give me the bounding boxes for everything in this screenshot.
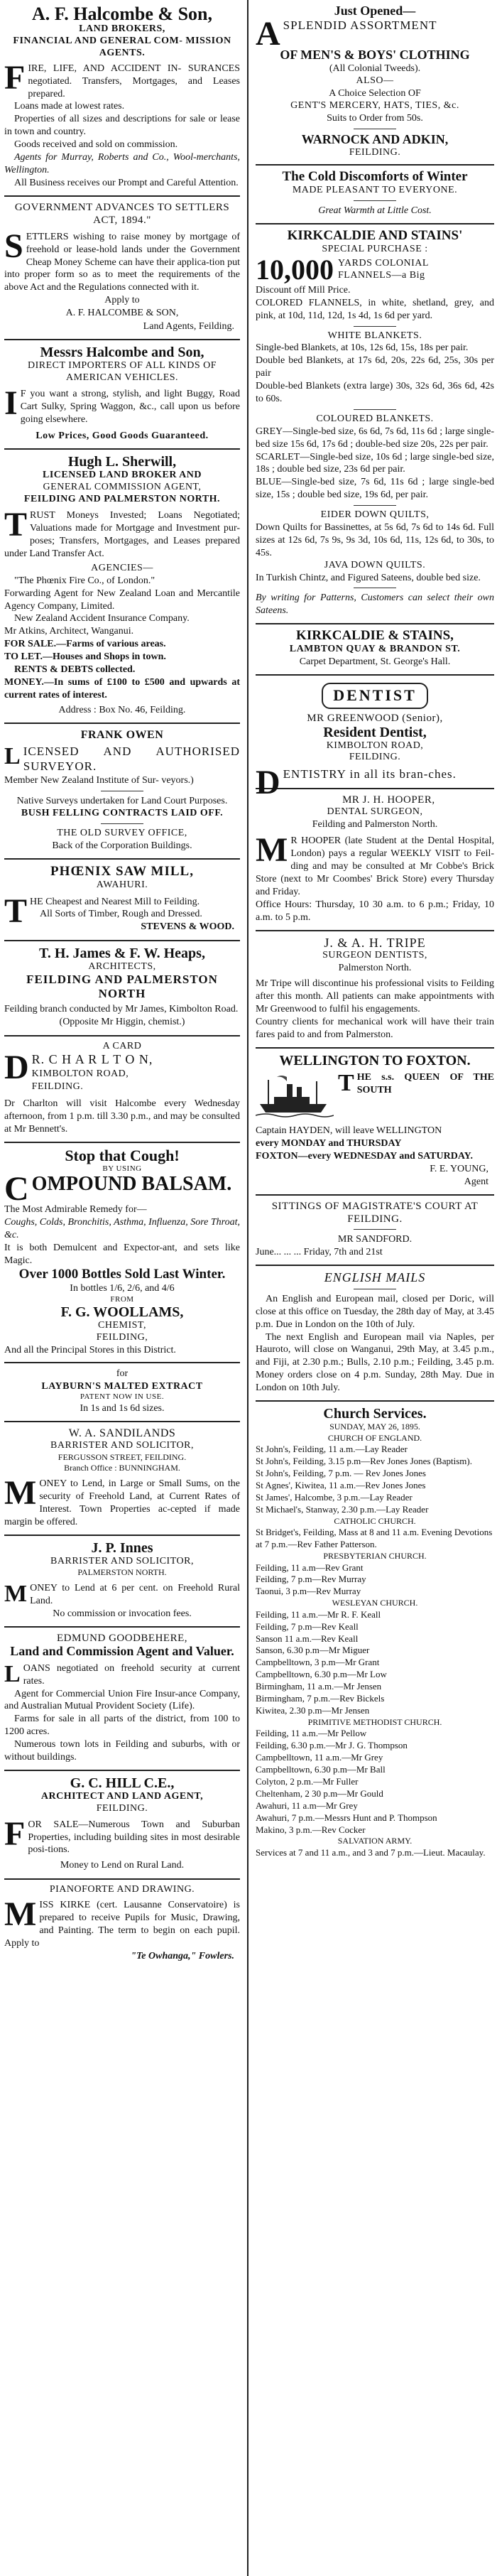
foxton-sig2: Agent <box>464 1176 488 1187</box>
foxton-dropcap: T <box>338 1069 354 1096</box>
list-item: Sanson, 6.30 p.m—Mr Miguer <box>256 1645 370 1656</box>
lambton-addr: LAMBTON QUAY & BRANDON ST. <box>289 644 461 655</box>
winter-sub: MADE PLEASANT TO EVERYONE. <box>292 185 458 196</box>
list-item: Feilding, 11 a.m.—Mr R. F. Keall <box>256 1608 381 1620</box>
list-item: Feilding, 6.30 p.m.—Mr J. G. Thompson <box>256 1740 408 1751</box>
halcombe-dropcap: F <box>4 58 26 97</box>
tripe-name: J. & A. H. TRIPE <box>324 935 426 950</box>
list-item: Kiwitea, 2.30 p.m—Mr Jensen <box>256 1704 370 1716</box>
sawmill-body: THE Cheapest and Nearest Mill to Feilding. <box>4 892 200 930</box>
kirkcaldie-rule2 <box>354 409 396 410</box>
kirkcaldie-title: KIRKCALDIE AND STAINS' <box>287 228 463 244</box>
owen-contracts: BUSH FELLING CONTRACTS LAID OFF. <box>21 808 224 819</box>
balsam-ad <box>4 1143 240 1364</box>
list-item: Awahuri, 11 a.m—Mr Grey <box>256 1800 358 1811</box>
balsam-town: FEILDING, <box>96 1331 148 1343</box>
right-column <box>250 0 497 2576</box>
list-item: St John's, Feilding, 3.15 p.m—Rev Jones Jones (Baptism). <box>256 1456 472 1467</box>
kirkcaldie-white3: Double-bed Blankets (extra large) 30s, 32s 6d, 36s 6d, 42s to 60s. <box>256 381 494 405</box>
hooper-hours: Office Hours: Thursday, 10 30 a.m. to 6 p.m.; Friday, 10 a.m. to 5 p.m. <box>256 899 494 923</box>
list-item: Campbelltown, 11 a.m.—Mr Grey <box>256 1752 383 1763</box>
heaps-ad <box>4 941 240 1037</box>
winter-warmth: Great Warmth at Little Cost. <box>318 205 432 217</box>
dentist-dropcap: D <box>256 764 280 802</box>
charlton-header: D R. C H A R L T O N, KIMBOLTON ROAD, FEILDING. <box>4 1049 153 1093</box>
kirkcaldie-number: 10,000 <box>256 253 334 286</box>
advances-title: GOVERNMENT ADVANCES TO SETTLERS ACT, 1894." <box>14 201 230 226</box>
kirke-ad <box>4 1880 240 1969</box>
tripe-place: Palmerston North. <box>338 963 412 973</box>
owen-office1: THE OLD SURVEY OFFICE, <box>57 827 187 838</box>
list-item: St James', Halcombe, 3 p.m.—Lay Reader <box>256 1491 413 1503</box>
mails-ad <box>256 1266 494 1402</box>
innes-dropcap: M <box>4 1580 28 1607</box>
mails-body2: The next English and European mail via Naples, per Hauroto, will close on Wanganui, 29th May, at 3.45 p.m., and Fiji, at 2.30 p.m.; Bulls, 2.10 p.m.; Feilding, 3.45 p.m. Money orders close on 4 p.m. Sunday, 28th May. Due in London on 10th July. <box>256 1331 494 1394</box>
sherwill-ad <box>4 450 240 724</box>
foxton-box <box>256 1071 494 1125</box>
kirkcaldie-col2: SCARLET—Single-bed size, 10s 6d ; large single-bed size, 18s ; double bed size, 23s 6d per pair. <box>256 451 494 475</box>
kirke-title: PIANOFORTE AND DRAWING. <box>49 1883 195 1895</box>
foxton-ad <box>256 1049 494 1196</box>
sherwill-ag6: TO LET.—Houses and Shops in town. <box>4 651 166 663</box>
tripe-ad <box>256 931 494 1049</box>
warnock-line6: Suits to Order from 50s. <box>327 112 423 124</box>
goodbehere-body3: Farms for sale in all parts of the district, from 100 to 1200 acres. <box>4 1714 240 1738</box>
halcombe-name: A. F. Halcombe & Son, <box>32 4 212 24</box>
sherwill-ag7: RENTS & DEBTS collected. <box>14 664 136 676</box>
list-item: Campbelltown, 6.30 p.m—Mr Low <box>256 1669 387 1680</box>
sherwill-body: TRUST Moneys Invested; Loans Negotiated; Valuations made for Mortgage and Investment pur-poses; Transfers, Mortgages, and Leases prepared under Land Transfer Act. <box>4 506 240 560</box>
hooper-body: M R HOOPER (late Student at the Dental Hospital, London) pays a regular WEEKLY VISIT to Feil-ding and may be consulted at Mr Cobbe's Brick Store (next to Mr Coombes' Brick Store) every Thursday and Friday. <box>256 831 494 897</box>
list-item: Makino, 3 p.m.—Rev Cocker <box>256 1824 366 1835</box>
winter-ad <box>256 166 494 224</box>
kirkcaldie-yards: YARDS COLONIAL FLANNELS—a Big <box>338 258 429 281</box>
sherwill-ag4: Mr Atkins, Architect, Wanganui. <box>4 626 134 637</box>
list-item: Campbelltown, 6.30 p.m—Mr Ball <box>256 1764 386 1775</box>
advances-dropcap: S <box>4 227 23 265</box>
hooper-name: MR J. H. HOOPER, <box>342 794 435 806</box>
hill-place: FEILDING. <box>96 1802 148 1814</box>
church-ad <box>256 1402 494 1865</box>
hill-body: FOR SALE—Numerous Town and Suburban Properties, including building sites in most desirable posi-tions. <box>4 1814 240 1856</box>
heaps-sub: ARCHITECTS, <box>88 960 156 972</box>
church-wesleyan: WESLEYAN CHURCH. <box>332 1598 418 1608</box>
balsam-by: BY USING <box>102 1164 142 1173</box>
kirkcaldie-white2: Double bed Blankets, at 17s 6d, 20s, 22s 6d, 25s, 30s per pair <box>256 355 494 379</box>
hooper-ad <box>256 789 494 931</box>
kirkcaldie-white1: Single-bed Blankets, at 10s, 12s 6d, 15s, 18s per pair. <box>256 342 469 354</box>
mails-title: ENGLISH MAILS <box>324 1270 426 1285</box>
innes-ad <box>4 1536 240 1628</box>
church-presbyterian: PRESBYTERIAN CHURCH. <box>323 1550 427 1561</box>
sherwill-dropcap: T <box>4 506 28 544</box>
sandilands-branch: Branch Office : BUNNINGHAM. <box>64 1463 180 1473</box>
warnock-line5: GENT'S MERCERY, HATS, TIES, &c. <box>290 99 459 111</box>
balsam-body1: The Most Admirable Remedy for— <box>4 1204 147 1216</box>
magistrate-rule <box>354 1229 396 1230</box>
halcombe-sub2: FINANCIAL AND GENERAL COM- MISSION AGENTS. <box>13 36 231 58</box>
sherwill-sub2: GENERAL COMMISSION AGENT, <box>43 481 202 492</box>
list-item: St John's, Feilding, 7 p.m. — Rev Jones Jones <box>256 1468 426 1478</box>
innes-note: No commission or invocation fees. <box>53 1608 192 1619</box>
foxton-body3: every MONDAY and THURSDAY <box>256 1137 402 1149</box>
goodbehere-name: EDMUND GOODBEHERE, <box>57 1632 187 1644</box>
tripe-title: SURGEON DENTISTS, <box>322 950 427 961</box>
kirkcaldie-discount: Discount off Mill Price. <box>256 284 351 296</box>
dentist-body: DENTISTRY in all its bran-ches. <box>256 764 457 802</box>
vehicles-dropcap: I <box>4 384 18 423</box>
advances-sig2: Land Agents, Feilding. <box>143 320 234 332</box>
vehicles-sub: DIRECT IMPORTERS OF ALL KINDS OF AMERICAN VEHICLES. <box>27 359 217 383</box>
advances-apply: Apply to <box>104 295 140 306</box>
vehicles-title: Messrs Halcombe and Son, <box>40 344 204 360</box>
sherwill-ag3: New Zealand Accident Insurance Company. <box>14 613 190 624</box>
warnock-place: FEILDING. <box>349 146 401 158</box>
vehicles-footer: Low Prices, Good Goods Guaranteed. <box>36 431 209 442</box>
church-title: Church Services. <box>323 1406 427 1422</box>
list-item: Colyton, 2 p.m.—Mr Fuller <box>256 1775 359 1787</box>
layburn-title: LAYBURN'S MALTED EXTRACT <box>41 1380 203 1392</box>
foxton-body4: FOXTON—every WEDNESDAY and SATURDAY. <box>256 1150 473 1162</box>
church-catholic: CATHOLIC CHURCH. <box>334 1515 416 1526</box>
owen-dropcap: L <box>4 743 21 770</box>
owen-office2: Back of the Corporation Buildings. <box>52 840 192 851</box>
halcombe-para4: Goods received and sold on commission. <box>14 139 178 151</box>
innes-body: MONEY to Lend at 6 per cent. on Freehold Rural Land. <box>4 1580 240 1607</box>
halcombe-sub1: LAND BROKERS, <box>79 23 165 35</box>
sandilands-dropcap: M <box>4 1473 37 1512</box>
church-date: SUNDAY, MAY 26, 1895. <box>329 1422 420 1432</box>
list-item: Sanson 11 a.m.—Rev Keall <box>256 1633 359 1644</box>
warnock-also: ALSO— <box>356 75 394 86</box>
sandilands-addr: FERGUSSON STREET, FEILDING. <box>58 1451 187 1462</box>
sawmill-title: PHŒNIX SAW MILL, <box>50 863 194 879</box>
kirkcaldie-rule1 <box>354 326 396 327</box>
column-rule <box>247 0 248 2576</box>
innes-addr: PALMERSTON NORTH. <box>77 1567 167 1578</box>
church-salvation: SALVATION ARMY. <box>337 1836 413 1846</box>
list-item: Campbelltown, 3 p.m—Mr Grant <box>256 1657 380 1668</box>
goodbehere-dropcap: L <box>4 1660 21 1687</box>
lambton-title: KIRKCALDIE & STAINS, <box>296 628 454 644</box>
kirkcaldie-ad <box>256 224 494 624</box>
tripe-body2: Country clients for mechanical work will have their train fares paid to and from Palmerston. <box>256 1016 494 1040</box>
owen-member: Member New Zealand Institute of Sur- veyors.) <box>4 775 194 786</box>
hill-name: G. C. HILL C.E., <box>70 1775 175 1792</box>
halcombe-para6: All Business receives our Prompt and Careful Attention. <box>14 177 239 188</box>
sherwill-name: Hugh L. Sherwill, <box>67 453 177 470</box>
heaps-name: T. H. James & F. W. Heaps, <box>39 945 205 961</box>
warnock-header: ASPLENDID ASSORTMENT <box>256 14 437 53</box>
goodbehere-body: LOANS negotiated on freehold security at current rates. <box>4 1660 240 1687</box>
kirke-dropcap: M <box>4 1895 37 1934</box>
goodbehere-body4: Numerous town lots in Feilding and suburbs, with or without buildings. <box>4 1739 240 1763</box>
balsam-body2: It is both Demulcent and Expector-ant, and sets like Magic. <box>4 1242 240 1266</box>
vehicles-body: I F you want a strong, stylish, and light Buggy, Road Cart Sulky, Spring Waggon, &c., call upon us before going elsewhere. <box>4 384 240 426</box>
list-item: St Agnes', Kiwitea, 11 a.m.—Rev Jones Jones <box>256 1479 426 1490</box>
hill-money: Money to Lend on Rural Land. <box>60 1860 185 1871</box>
owen-rule2 <box>101 823 143 824</box>
hill-ad <box>4 1771 240 1880</box>
balsam-chemist2: CHEMIST, <box>98 1319 146 1331</box>
balsam-chemist: F. G. WOOLLAMS, <box>60 1304 184 1320</box>
balsam-stores: And all the Principal Stores in this District. <box>4 1344 176 1355</box>
layburn-for: for <box>116 1368 129 1380</box>
dentist-banner: DENTIST <box>322 683 428 709</box>
church-methodist: PRIMITIVE METHODIST CHURCH. <box>307 1716 442 1727</box>
kirkcaldie-sub: SPECIAL PURCHASE : <box>322 244 428 255</box>
list-item: Birmingham, 11 a.m.—Mr Jensen <box>256 1681 382 1692</box>
layburn-patent: PATENT NOW IN USE. <box>80 1392 165 1402</box>
innes-title: BARRISTER AND SOLICITOR, <box>50 1555 194 1566</box>
sherwill-address: Address : Box No. 46, Feilding. <box>58 704 186 715</box>
winter-rule <box>354 200 396 201</box>
list-item: Birmingham, 7 p.m.—Rev Bickels <box>256 1693 385 1704</box>
hooper-place: Feilding and Palmerston North. <box>312 818 438 830</box>
warnock-dropcap: A <box>256 14 280 53</box>
list-item: Taonui, 3 p.m—Rev Murray <box>256 1586 361 1597</box>
halcombe-para2: Loans made at lowest rates. <box>14 101 125 112</box>
warnock-just: Just Opened— <box>334 4 416 18</box>
foxton-body2: Captain HAYDEN, will leave WELLINGTON <box>256 1125 442 1136</box>
sherwill-agencies: AGENCIES— <box>91 562 153 573</box>
halcombe-ad <box>4 3 240 197</box>
list-item: Awahuri, 7 p.m.—Messrs Hunt and P. Thompson <box>256 1812 437 1823</box>
list-item: St Michael's, Stanway, 2.30 p.m.—Lay Reader <box>256 1503 429 1515</box>
kirke-apply: "Te Owhanga," Fowlers. <box>131 1950 234 1961</box>
list-item: Cheltenham, 2 30 p.m—Mr Gould <box>256 1787 383 1799</box>
warnock-line3: (All Colonial Tweeds). <box>329 63 421 74</box>
sandilands-body: MONEY to Lend, in Large or Small Sums, on the security of Freehold Land, at Current Rates of Interest. Town Properties ac-cepted if made margin be offered. <box>4 1473 240 1527</box>
list-item: Feilding, 7 p.m—Rev Murray <box>256 1574 366 1585</box>
kirkcaldie-java: In Turkish Chintz, and Figured Sateens, double bed size. <box>256 572 481 583</box>
halcombe-para5: Agents for Murray, Roberts and Co., Wool-merchants, Wellington. <box>4 152 240 175</box>
hooper-dropcap: M <box>256 831 288 870</box>
hill-dropcap: F <box>4 1814 26 1853</box>
balsam-from: FROM <box>110 1294 134 1304</box>
heaps-sub2: FEILDING AND PALMERSTON NORTH <box>26 973 218 1000</box>
owen-body: LICENSED AND AUTHORISED SURVEYOR. <box>4 743 240 774</box>
sawmill-place: AWAHURI. <box>96 879 148 890</box>
list-item: St John's, Feilding, 11 a.m.—Lay Reader <box>256 1444 408 1455</box>
kirkcaldie-white-title: WHITE BLANKETS. <box>327 330 422 341</box>
sherwill-sub1: LICENSED LAND BROKER AND <box>43 469 202 480</box>
list-item: Services at 7 and 11 a.m., and 3 and 7 p.m.—Lieut. Macaulay. <box>256 1847 486 1858</box>
hooper-title: DENTAL SURGEON, <box>327 806 423 818</box>
layburn-price: In 1s and 1s 6d sizes. <box>80 1402 165 1414</box>
sherwill-ag5: FOR SALE.—Farms of various areas. <box>4 639 166 650</box>
kirkcaldie-eider-title: EIDER DOWN QUILTS, <box>320 509 430 521</box>
left-column <box>0 0 246 2576</box>
balsam-stop: Stop that Cough! <box>65 1146 180 1164</box>
kirkcaldie-java-title: JAVA DOWN QUILTS. <box>324 559 426 570</box>
charlton-dropcap: D <box>4 1049 29 1087</box>
kirkcaldie-col1: GREY—Single-bed size, 6s 6d, 7s 6d, 11s 6d ; large single-bed size 15s 6d, 17s 6d ; double-bed size 20s, 22s per pair. <box>256 426 494 450</box>
halcombe-para3: Properties of all sizes and descriptions for sale or lease in town and country. <box>4 114 240 138</box>
kirkcaldie-patterns: By writing for Patterns, Customers can select their own Sateens. <box>256 592 494 617</box>
magistrate-line: June... ... ... Friday, 7th and 21st <box>256 1247 383 1258</box>
sawmill-dropcap: T <box>4 892 28 930</box>
warnock-ad <box>256 3 494 166</box>
goodbehere-ad <box>4 1628 240 1771</box>
kirkcaldie-col3: BLUE—Single-bed size, 7s 6d, 11s 6d ; large single-bed size, 15s ; double bed size, 19s 6d, per pair. <box>256 477 494 501</box>
advances-sig1: A. F. HALCOMBE & SON, <box>65 308 179 319</box>
balsam-over: Over 1000 Bottles Sold Last Winter. <box>18 1266 226 1282</box>
church-cofe-list <box>256 1444 494 1515</box>
kirkcaldie-rule3 <box>354 505 396 506</box>
balsam-header: COMPOUND BALSAM. <box>4 1170 232 1208</box>
owen-name: FRANK OWEN <box>80 729 164 742</box>
magistrate-ad <box>256 1196 494 1266</box>
goodbehere-title: Land and Commission Agent and Valuer. <box>10 1643 234 1658</box>
vehicles-ad <box>4 340 240 450</box>
mails-body1: An English and European mail, closed per Doric, will close at this office on Tuesday, the 28th day of May, at 3.45 p.m. Due in London on the 10th of July. <box>256 1293 494 1330</box>
sandilands-title: BARRISTER AND SOLICITOR, <box>50 1439 194 1451</box>
sawmill-ad <box>4 860 240 941</box>
hill-title: ARCHITECT AND LAND AGENT, <box>40 1791 204 1802</box>
warnock-line4: A Choice Selection OF <box>329 87 421 99</box>
charlton-body: Dr Charlton will visit Halcombe every Wednesday afternoon, from 1 p.m. till 3.30 p.m., and may be consulted at Mr Bennett's. <box>4 1098 240 1135</box>
halcombe-para1: FIRE, LIFE, AND ACCIDENT IN- SURANCES negotiated. Transfers, Mortgages, and Leases prepared. <box>4 58 240 99</box>
advances-ad <box>4 197 240 340</box>
balsam-price: In bottles 1/6, 2/6, and 4/6 <box>70 1282 175 1294</box>
kirkcaldie-coloured: COLORED FLANNELS, in white, shetland, grey, and pink, at 10d, 11d, 12d, 1s 4d, 1s 6d per yard. <box>256 297 494 321</box>
lambton-carpet: Carpet Department, St. George's Hall. <box>299 656 451 667</box>
lambton-ad <box>256 624 494 676</box>
church-cofe: CHURCH OF ENGLAND. <box>327 1432 422 1443</box>
heaps-body: Feilding branch conducted by Mr James, Kimbolton Road. <box>4 1004 239 1015</box>
winter-title: The Cold Discomforts of Winter <box>282 169 468 185</box>
foxton-sig: F. E. YOUNG, <box>430 1163 488 1174</box>
sandilands-ad <box>4 1422 240 1536</box>
sherwill-ag1: "The Phœnix Fire Co., of London." <box>14 575 155 586</box>
foxton-text: THE s.s. QUEEN OF THE SOUTH <box>338 1069 494 1096</box>
charlton-ad <box>4 1037 240 1143</box>
advances-body: SETTLERS wishing to raise money by mortgage of freehold or lease-hold lands under the Government Cheap Money Scheme can have their applica-tion put into proper form so as to meet the requirements of the above Act and the Regulations connected with it. <box>4 227 240 293</box>
dentist-addr: KIMBOLTON ROAD, <box>326 740 424 751</box>
balsam-ailments: Coughs, Colds, Bronchitis, Asthma, Influenza, Sore Throat, &c. <box>4 1217 240 1240</box>
kirkcaldie-offer <box>256 253 494 286</box>
list-item: St Bridget's, Feilding, Mass at 8 and 11 a.m. Evening Devotions at 7 p.m.—Rev Father Patterson. <box>256 1527 493 1550</box>
dentist-title: Resident Dentist, <box>323 724 427 740</box>
sherwill-sub3: FEILDING AND PALMERSTON NORTH. <box>23 493 221 504</box>
balsam-dropcap: C <box>4 1170 29 1208</box>
warnock-name: WARNOCK AND ADKIN, <box>301 131 449 146</box>
foxton-title: WELLINGTON TO FOXTON. <box>279 1052 471 1068</box>
sandilands-name: W. A. SANDILANDS <box>68 1427 176 1439</box>
sherwill-ag8: MONEY.—In sums of £100 to £500 and upwards at current rates of interest. <box>4 677 240 700</box>
sawmill-body2: All Sorts of Timber, Rough and Dressed. <box>40 909 202 920</box>
sawmill-sig: STEVENS & WOOD. <box>141 921 234 933</box>
charlton-card: A CARD <box>102 1040 142 1051</box>
heaps-note: (Opposite Mr Higgin, chemist.) <box>59 1017 185 1028</box>
list-item: Feilding, 7 p.m—Rev Keall <box>256 1620 359 1632</box>
warnock-line2: OF MEN'S & BOYS' CLOTHING <box>280 47 470 62</box>
kirkcaldie-eider: Down Quilts for Bassinettes, at 5s 6d, 7s 6d to 14s 6d. Full sizes at 12s 6d, 7s 9s, 9s 3d, 10s 6d, 11s, 12s 6d, to 30s, to 45s. <box>256 521 494 558</box>
kirkcaldie-coloured-title: COLOURED BLANKETS. <box>316 413 434 424</box>
magistrate-title: SITTINGS OF MAGISTRATE'S COURT AT FEILDING. <box>271 1201 479 1225</box>
kirke-body: MISS KIRKE (cert. Lausanne Conservatoire) is prepared to receive Pupils for Music, Drawing, and Painting. The term to begin on each pupil. Apply to <box>4 1895 240 1949</box>
innes-name: J. P. Innes <box>91 1539 153 1556</box>
layburn-ad <box>4 1363 240 1422</box>
magistrate-sub: MR SANDFORD. <box>337 1234 413 1245</box>
sherwill-ag2: Forwarding Agent for New Zealand Loan and Mercantile Agency Company, Limited. <box>4 588 240 612</box>
tripe-body: Mr Tripe will discontinue his professional visits to Feilding after this month. All patients can make appointments with Mr Greenwood to fulfil his engagements. <box>256 978 494 1014</box>
owen-ad <box>4 724 240 860</box>
owen-native: Native Surveys undertaken for Land Court Purposes. <box>16 795 228 806</box>
list-item: Feilding, 11 a.m.—Mr Pellow <box>256 1728 367 1739</box>
list-item: Feilding, 11 a.m—Rev Grant <box>256 1562 364 1573</box>
dentist-place: FEILDING. <box>349 752 401 763</box>
steamship-icon <box>256 1071 334 1125</box>
goodbehere-body2: Agent for Commercial Union Fire Insur-ance Company, and Australian Mutual Provident Society (Life). <box>4 1688 240 1712</box>
dentist-name: MR GREENWOOD (Senior), <box>307 712 443 724</box>
